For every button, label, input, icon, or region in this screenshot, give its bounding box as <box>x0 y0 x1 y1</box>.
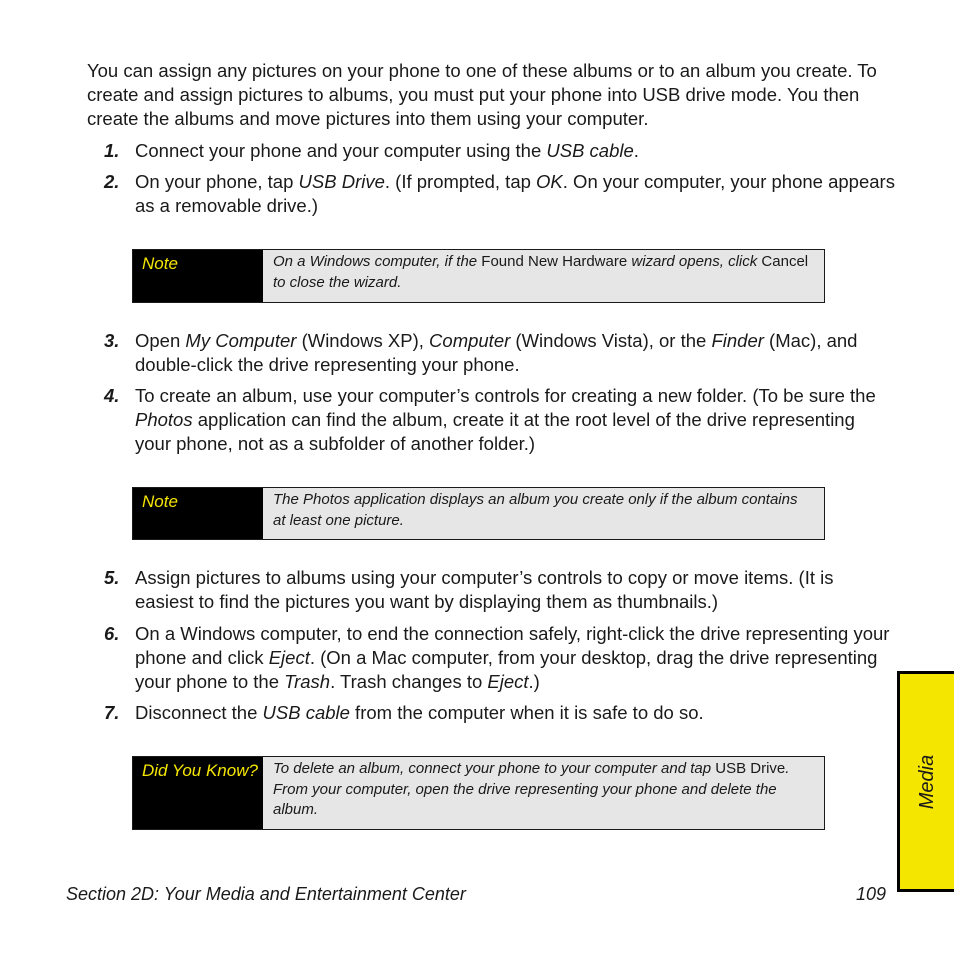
ui-term: OK <box>536 171 563 192</box>
note-box-2 <box>132 487 825 540</box>
step-number: 5. <box>104 567 120 588</box>
note-text: On a Windows computer, if the Found New Hardware wizard opens, click Cancel to close the wizard. <box>273 253 809 291</box>
tip-box <box>132 756 825 830</box>
step-number: 1. <box>104 140 120 161</box>
ui-term: USB cable <box>546 140 634 161</box>
tip-text: To delete an album, connect your phone to your computer and tap USB Drive. From your computer, open the drive representing your phone and delete the album. <box>273 760 790 818</box>
note-box-1 <box>132 249 825 303</box>
step-number: 7. <box>104 702 120 723</box>
step-number: 2. <box>104 171 120 192</box>
note-label: Note <box>133 250 263 302</box>
section-side-tab <box>897 671 954 892</box>
side-tab-label: Media <box>916 754 938 809</box>
note-label: Note <box>133 488 263 539</box>
step-number: 4. <box>104 385 120 406</box>
footer-section-title: Section 2D: Your Media and Entertainment Center <box>66 884 466 904</box>
step-number: 3. <box>104 330 120 351</box>
intro-paragraph: You can assign any pictures on your phone to one of these albums or to an album you create. To create and assign pictures to albums, you must put your phone into USB drive mode. You then create the albums and move pictures into them using your computer. <box>87 60 877 129</box>
tip-label: Did You Know? <box>133 757 263 829</box>
ui-term: USB Drive <box>298 171 385 192</box>
step-number: 6. <box>104 623 120 644</box>
page-number: 109 <box>856 884 887 904</box>
note-text: The Photos application displays an album you create only if the album contains at least one picture. <box>273 491 798 529</box>
